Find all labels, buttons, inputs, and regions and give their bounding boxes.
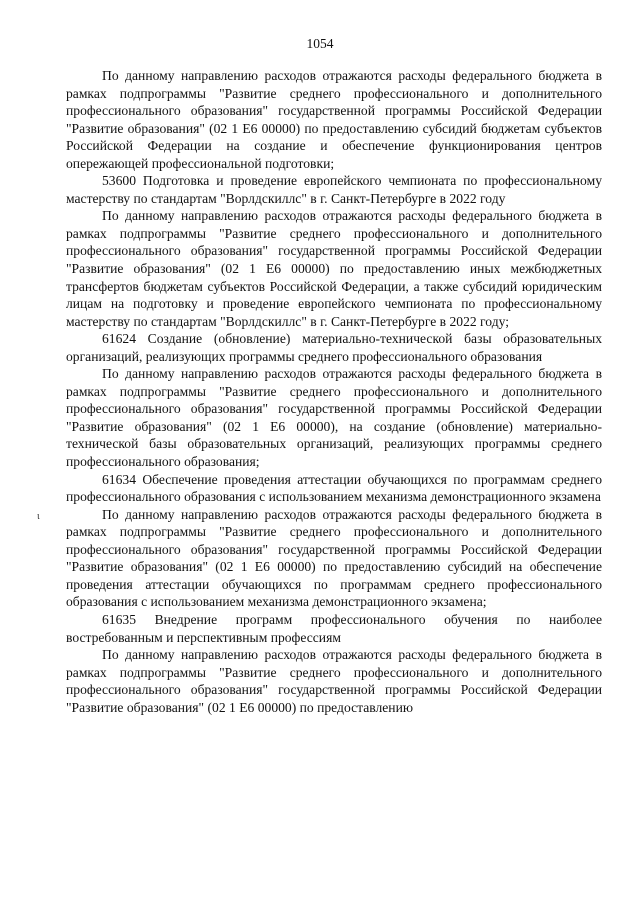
- paragraph-description-61634: По данному направлению расходов отражаются расходы федерального бюджета в рамках подпрограммы "Развитие среднего профессионального и дополнительного профессионального образования" государственной программы Российской Федерации "Развитие образования" (02 1 E6 00000) по предоставлению субсидий на обеспечение проведения аттестации обучающихся по программам среднего профессионального образования с использованием механизма демонстрационного экзамена;: [66, 506, 602, 610]
- paragraph-description-53600: По данному направлению расходов отражаются расходы федерального бюджета в рамках подпрограммы "Развитие среднего профессионального и дополнительного профессионального образования" государственной программы Российской Федерации "Развитие образования" (02 1 E6 00000) по предоставлению иных межбюджетных трансфертов бюджетам субъектов Российской Федерации, а также субсидий юридическим лицам на подготовку и проведение европейского чемпионата по профессиональному мастерству по стандартам "Ворлдскиллс" в г. Санкт-Петербурге в 2022 году;: [66, 208, 602, 329]
- paragraph-description-e6-centers: По данному направлению расходов отражаются расходы федерального бюджета в рамках подпрограммы "Развитие среднего профессионального и дополнительного профессионального образования" государственной программы Российской Федерации "Развитие образования" (02 1 E6 00000) по предоставлению субсидий бюджетам субъектов Российской Федерации на создание и обеспечение функционирования центров опережающей профессиональной подготовки;: [66, 68, 602, 171]
- margin-mark: ι: [37, 511, 40, 522]
- paragraph-code-61624: 61624 Создание (обновление) материально-технической базы образовательных организаций, реализующих программы среднего профессионального образования: [66, 331, 602, 364]
- paragraph-description-61624: По данному направлению расходов отражаются расходы федерального бюджета в рамках подпрограммы "Развитие среднего профессионального и дополнительного профессионального образования" государственной программы Российской Федерации "Развитие образования" (02 1 E6 00000), на создание (обновление) материально-технической базы образовательных организаций, реализующих программы среднего профессионального образования;: [66, 366, 602, 470]
- paragraph-code-61634: 61634 Обеспечение проведения аттестации обучающихся по программам среднего профессионального образования с использованием механизма демонстрационного экзамена: [66, 471, 602, 505]
- paragraph-code-61635: 61635 Внедрение программ профессионального обучения по наиболее востребованным и перспективным профессиям: [66, 611, 602, 645]
- paragraph-description-61635: По данному направлению расходов отражаются расходы федерального бюджета в рамках подпрограммы "Развитие среднего профессионального и дополнительного профессионального образования" государственной программы Российской Федерации "Развитие образования" (02 1 E6 00000) по предоставлению: [66, 647, 602, 715]
- paragraph-code-53600: 53600 Подготовка и проведение европейского чемпионата по профессиональному мастерству по стандартам "Ворлдскиллс" в г. Санкт-Петербурге в 2022 году: [66, 173, 602, 206]
- page-number: 1054: [306, 36, 334, 51]
- document-body: [66, 67, 602, 716]
